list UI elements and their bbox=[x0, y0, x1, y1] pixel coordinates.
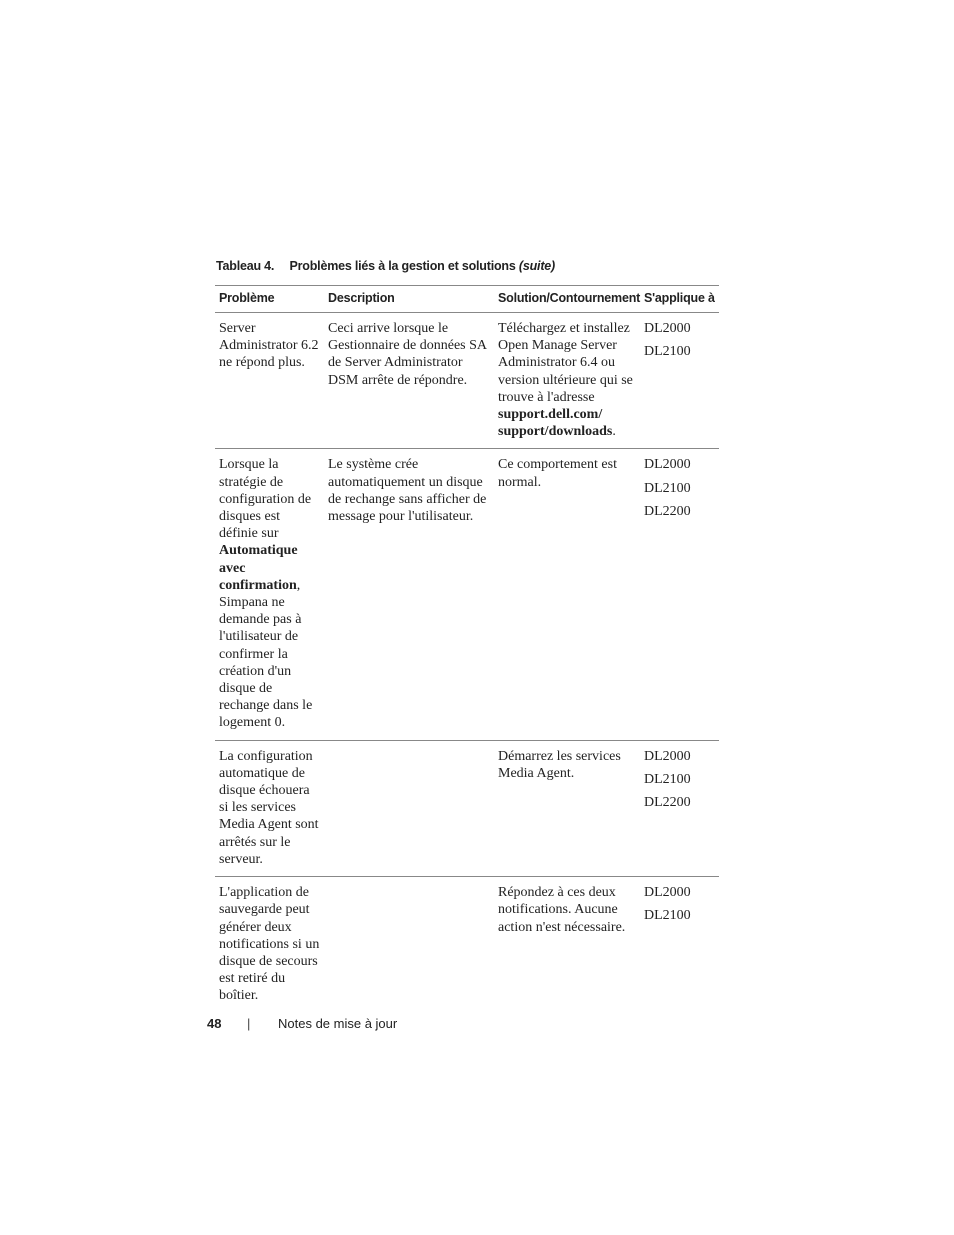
model-label: DL2100 bbox=[644, 480, 691, 496]
cell-solution: Démarrez les services Media Agent. bbox=[494, 740, 640, 876]
header-probleme: Problème bbox=[215, 286, 324, 313]
solution-text-end: . bbox=[612, 424, 616, 440]
table-row bbox=[215, 740, 719, 876]
problems-table bbox=[215, 285, 719, 1013]
cell-applies bbox=[640, 449, 719, 740]
cell-probleme bbox=[215, 449, 324, 740]
header-description: Description bbox=[324, 286, 494, 313]
document-title: Notes de mise à jour bbox=[278, 1016, 398, 1031]
cell-description: Ceci arrive lorsque le Gestionnaire de données SA de Server Administrator DSM arrête de répondre. bbox=[324, 313, 494, 449]
support-link-text: support.dell.com/ support/downloads bbox=[498, 407, 613, 440]
cell-description bbox=[324, 877, 494, 1013]
table-caption bbox=[216, 259, 555, 273]
cell-applies bbox=[640, 877, 719, 1013]
page-number: 48 bbox=[207, 1016, 222, 1031]
model-label: DL2000 bbox=[644, 321, 691, 336]
model-label: DL2200 bbox=[644, 503, 691, 519]
table-row bbox=[215, 877, 719, 1013]
probleme-text-end: , Simpana ne demande pas à l'utilisateur de confirmer la création d'un disque de rechange dans le logement 0. bbox=[219, 577, 313, 731]
model-label: DL2100 bbox=[644, 344, 691, 360]
model-label: DL2000 bbox=[644, 885, 691, 901]
model-label: DL2100 bbox=[644, 908, 691, 924]
table-title-suffix: (suite) bbox=[518, 259, 555, 273]
model-label: DL2000 bbox=[644, 457, 691, 473]
cell-probleme: Server Administrator 6.2 ne répond plus. bbox=[215, 313, 324, 449]
model-label: DL2100 bbox=[644, 771, 691, 787]
cell-description bbox=[324, 740, 494, 876]
solution-text: Téléchargez et installez Open Manage Server Administrator 6.4 ou version ultérieure qui se trouve à l'adresse bbox=[498, 321, 633, 405]
probleme-option-text: Automatique avec confirmation bbox=[219, 543, 298, 593]
cell-applies bbox=[640, 740, 719, 876]
probleme-text: Lorsque la stratégie de configuration de disques est définie sur bbox=[219, 457, 312, 542]
footer-separator: | bbox=[247, 1016, 251, 1031]
cell-solution bbox=[494, 313, 640, 449]
model-label: DL2200 bbox=[644, 795, 691, 811]
table-row bbox=[215, 449, 719, 740]
model-label: DL2000 bbox=[644, 748, 691, 764]
cell-probleme: L'application de sauvegarde peut générer deux notifications si un disque de secours est retiré du boîtier. bbox=[219, 885, 320, 1004]
header-applies: S'applique à bbox=[640, 286, 719, 313]
header-solution: Solution/Contournement bbox=[494, 286, 640, 313]
table-number: Tableau 4. bbox=[216, 259, 275, 273]
cell-description: Le système crée automatiquement un disque de rechange sans afficher de message pour l'utilisateur. bbox=[324, 449, 494, 740]
cell-probleme: La configuration automatique de disque échouera si les services Media Agent sont arrêtés sur le serveur. bbox=[215, 740, 324, 876]
table-header-row bbox=[215, 286, 719, 313]
cell-applies bbox=[640, 313, 719, 449]
table-title: Problèmes liés à la gestion et solutions bbox=[289, 259, 516, 273]
cell-solution: Répondez à ces deux notifications. Aucune action n'est nécessaire. bbox=[498, 885, 626, 935]
cell-solution: Ce comportement est normal. bbox=[494, 449, 640, 740]
table-row bbox=[215, 313, 719, 449]
